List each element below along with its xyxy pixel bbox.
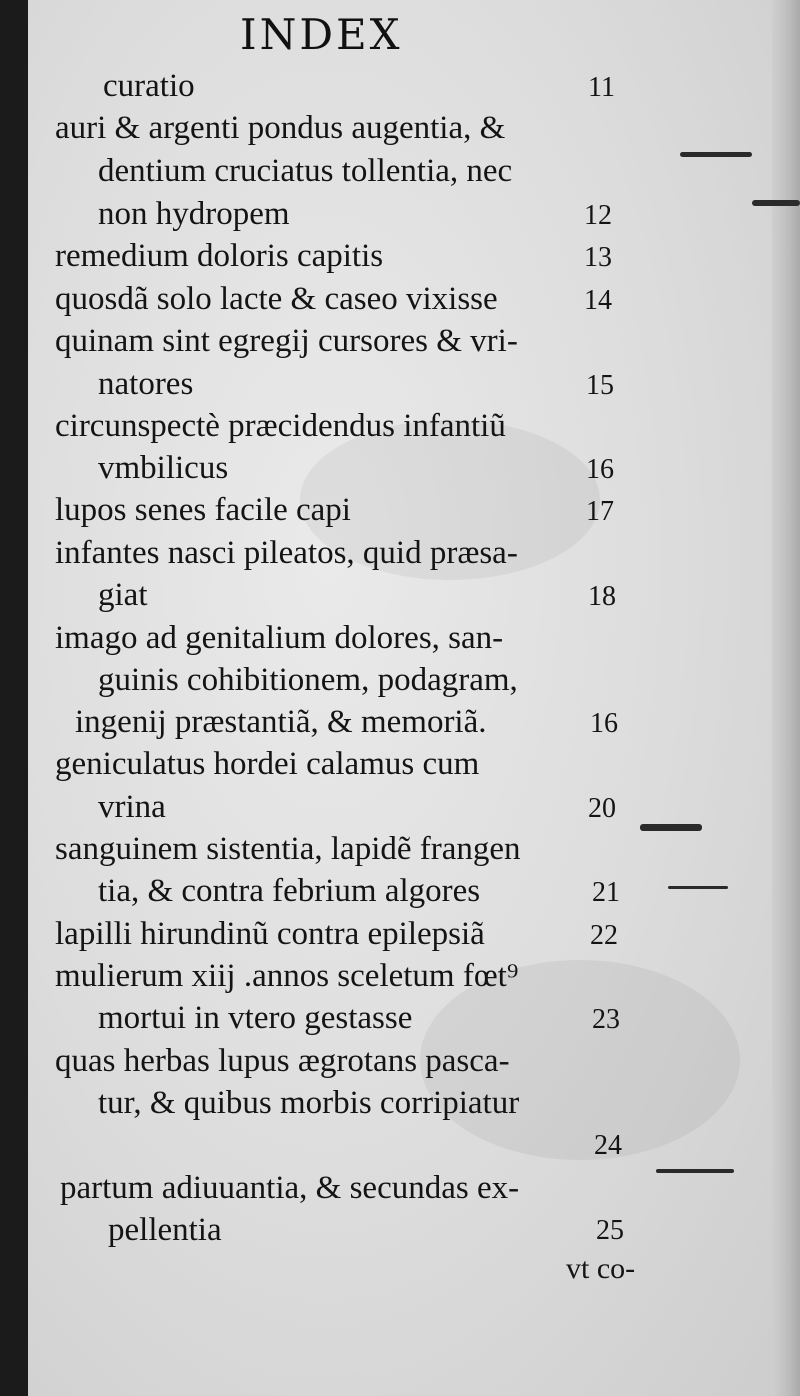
index-line: giat [98, 577, 148, 613]
page-number: 15 [586, 370, 614, 401]
page-number: 22 [590, 920, 618, 951]
index-line: non hydropem [98, 196, 290, 232]
page-edge [772, 0, 800, 1396]
index-line: infantes nasci pileatos, quid præsa- [55, 535, 518, 571]
margin-mark [640, 824, 702, 831]
page-number: 21 [592, 877, 620, 908]
index-line: remedium doloris capitis [55, 238, 384, 274]
index-line: vrina [98, 789, 166, 825]
page-title: INDEX [240, 10, 403, 59]
page-number: 24 [594, 1130, 622, 1161]
margin-mark [680, 152, 752, 157]
index-line: auri & argenti pondus augentia, & [55, 110, 506, 146]
index-line: partum adiuuantia, & secundas ex- [60, 1170, 520, 1206]
margin-mark [656, 1169, 734, 1173]
page-number: 16 [586, 454, 614, 485]
index-line: vmbilicus [98, 450, 229, 486]
index-line: pellentia [108, 1212, 222, 1248]
index-line: quas herbas lupus ægrotans pasca- [55, 1043, 510, 1079]
index-line: tia, & contra febrium algores [98, 873, 481, 909]
page-number: 17 [586, 496, 614, 527]
index-line: quosdã solo lacte & caseo vixisse [55, 281, 498, 317]
index-line: mortui in vtero gestasse [98, 1000, 413, 1036]
index-line: ingenij præstantiã, & memoriã. [75, 704, 487, 740]
page-number: 12 [584, 200, 612, 231]
page-number: 13 [584, 242, 612, 273]
catchword: vt co- [566, 1252, 636, 1285]
index-line: dentium cruciatus tollentia, nec [98, 153, 513, 189]
index-line: tur, & quibus morbis corripiatur [98, 1085, 520, 1121]
index-line: circunspectè præcidendus infantiũ [55, 408, 506, 444]
index-line: lapilli hirundinũ contra epilepsiã [55, 916, 485, 952]
index-line: sanguinem sistentia, lapidẽ frangen [55, 831, 521, 867]
index-line: natores [98, 366, 194, 402]
page-number: 18 [588, 581, 616, 612]
index-line: geniculatus hordei calamus cum [55, 746, 480, 782]
margin-mark [752, 200, 800, 206]
index-line: guinis cohibitionem, podagram, [98, 662, 518, 698]
index-line: imago ad genitalium dolores, san- [55, 620, 504, 656]
index-line: mulierum xiij .annos sceletum fœt⁹ [55, 958, 519, 994]
index-line: lupos senes facile capi [55, 492, 351, 528]
margin-mark [668, 886, 728, 889]
index-line: curatio [103, 68, 195, 104]
page-number: 11 [588, 72, 615, 103]
page-number: 14 [584, 285, 612, 316]
page-number: 23 [592, 1004, 620, 1035]
page-number: 25 [596, 1215, 624, 1246]
page-number: 16 [590, 708, 618, 739]
index-line: quinam sint egregij cursores & vri- [55, 323, 518, 359]
page-number: 20 [588, 793, 616, 824]
